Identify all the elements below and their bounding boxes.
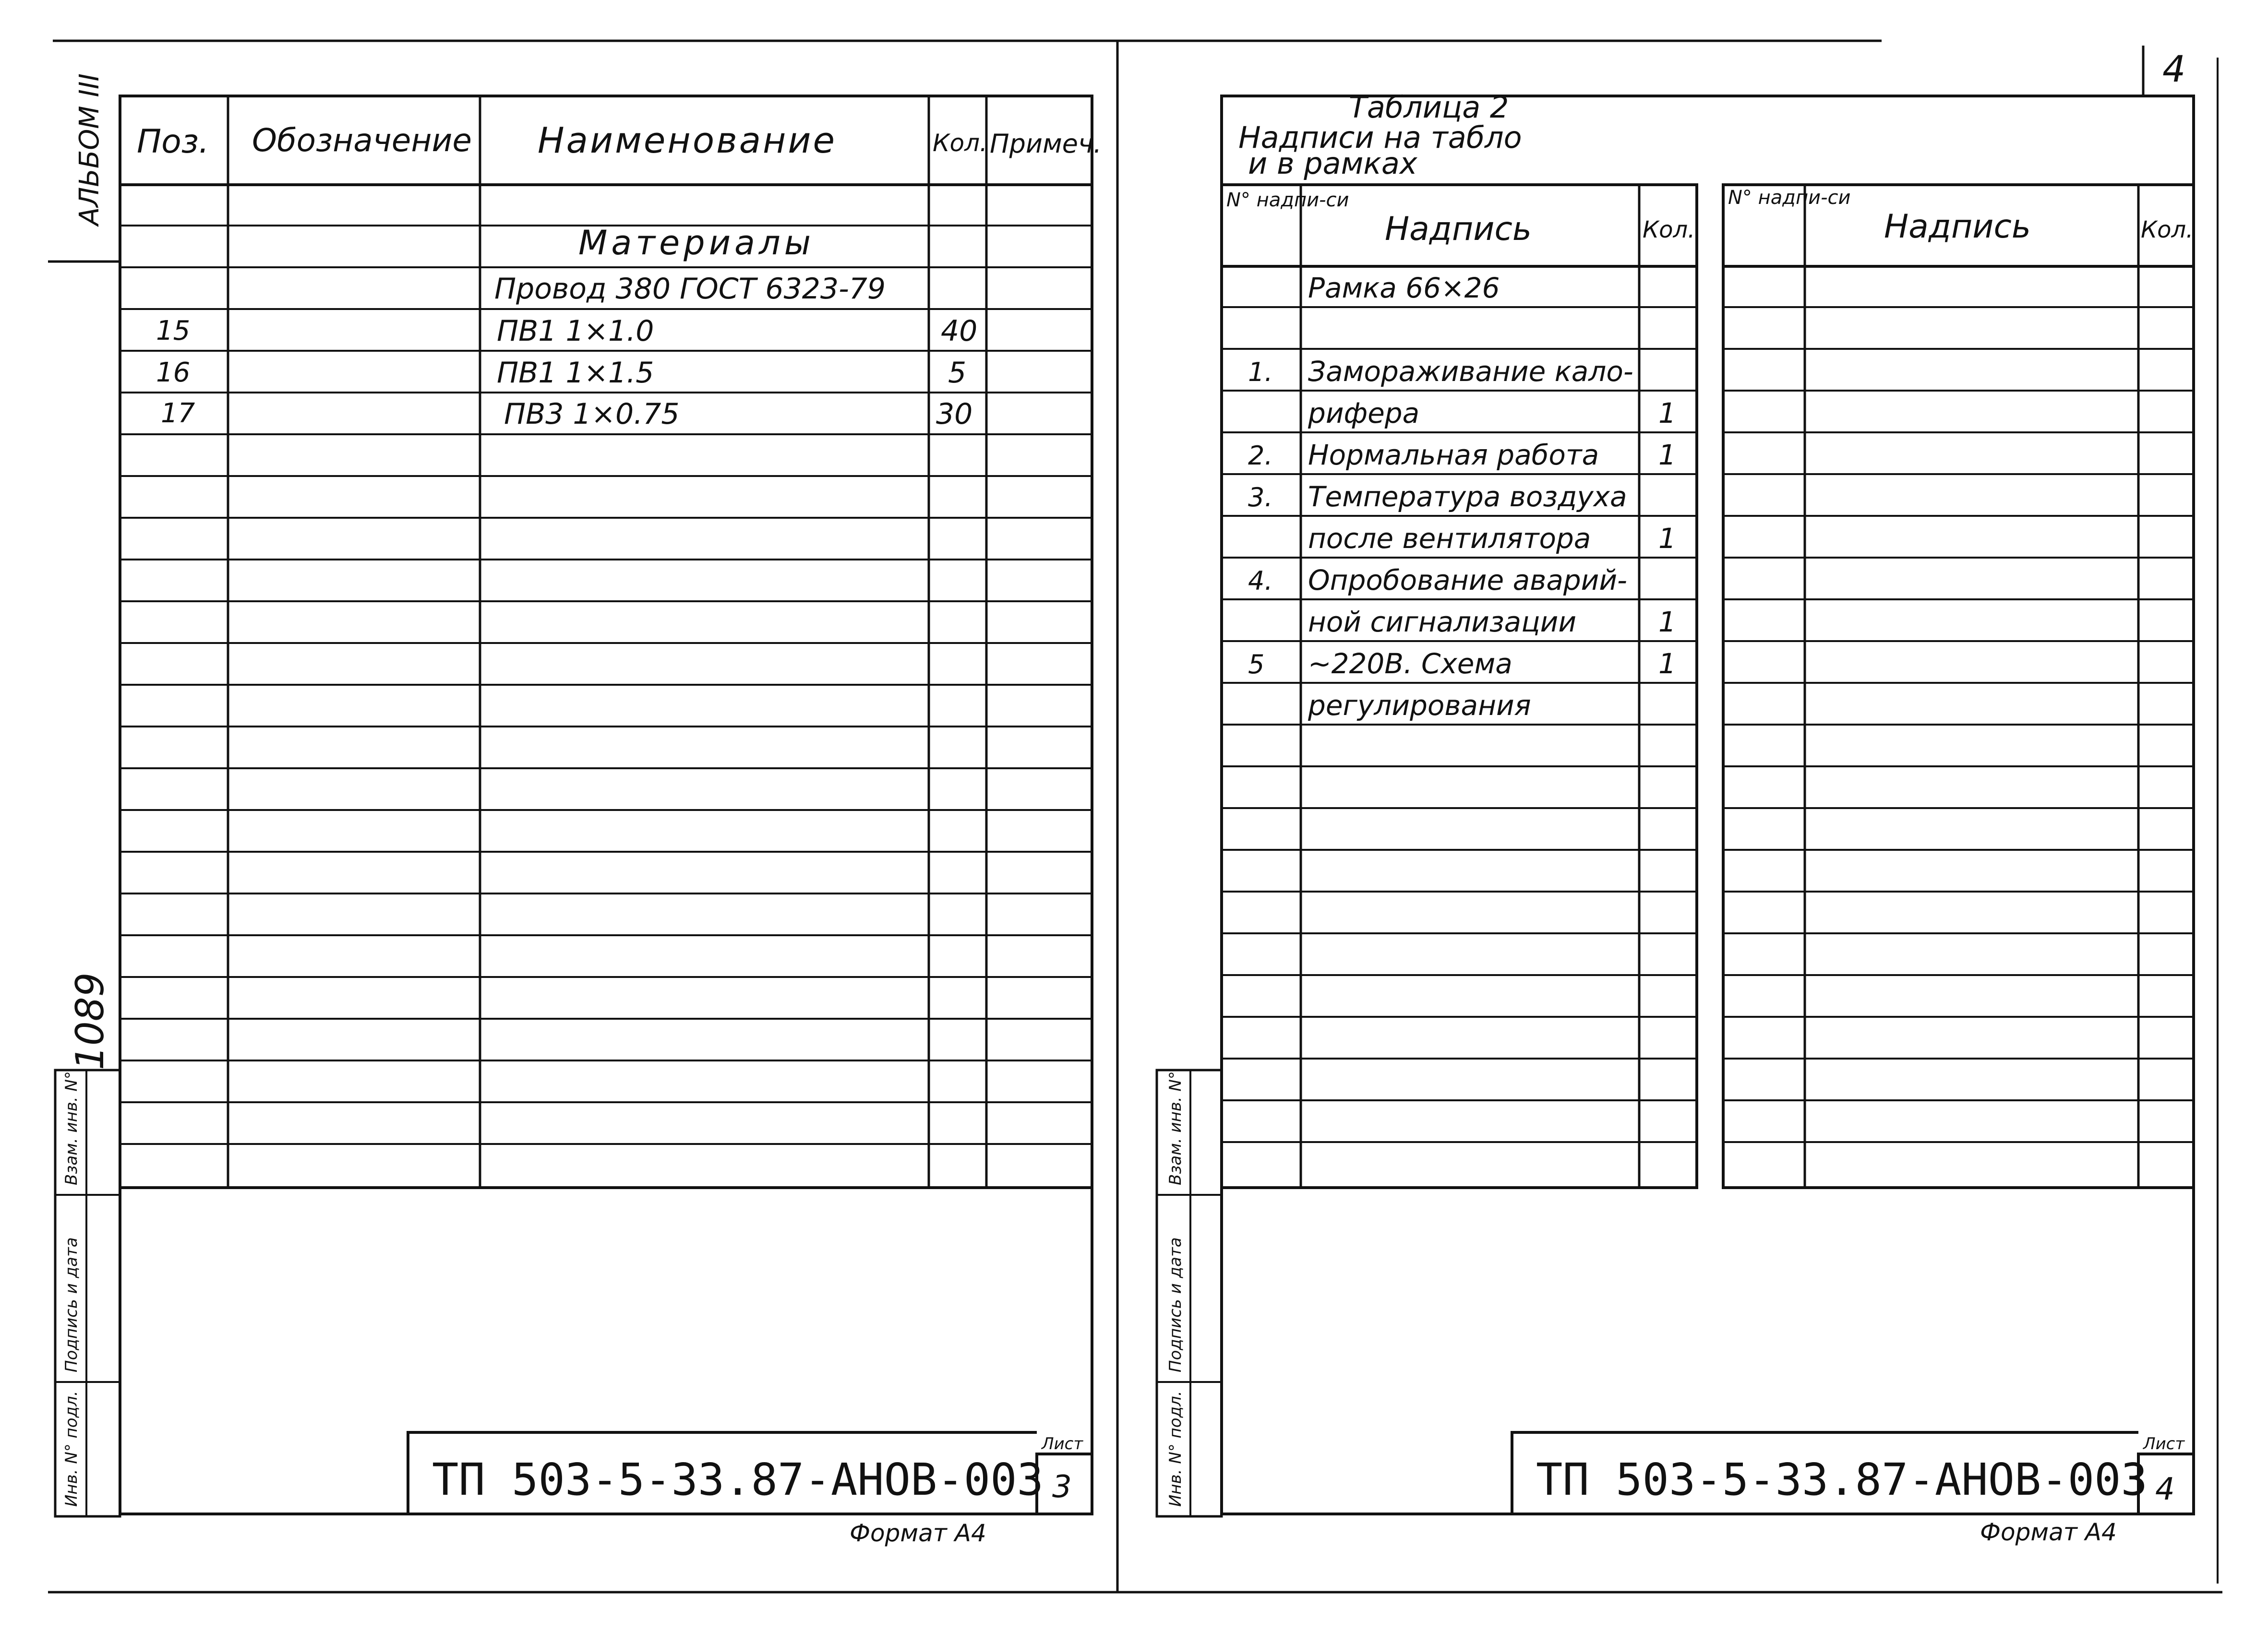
spec-row bbox=[156, 314, 977, 348]
header-note: Примеч. bbox=[990, 129, 1102, 159]
row-qty: 1 bbox=[1658, 439, 1676, 471]
header-qty: Кол. bbox=[1643, 216, 1695, 243]
left-sheet bbox=[48, 73, 1102, 1547]
row-text: ной сигнализации bbox=[1308, 606, 1577, 638]
header-qty: Кол. bbox=[933, 129, 987, 157]
table-a-cells bbox=[1248, 272, 1676, 722]
doc-code: ТП 503-5-33.87-АНОВ-003 bbox=[1536, 1454, 2148, 1505]
stamp-vzam-label: Взам. инв. N° bbox=[1166, 1071, 1185, 1185]
page-corner-number: 4 bbox=[2162, 48, 2186, 90]
inscription-row bbox=[1248, 564, 1627, 596]
row-pos: 16 bbox=[156, 357, 191, 388]
table-subtitle-1: Надписи на табло bbox=[1238, 120, 1522, 155]
format-label: Формат А4 bbox=[850, 1519, 986, 1547]
right-sheet bbox=[1157, 46, 2194, 1546]
inscription-row bbox=[1308, 397, 1676, 429]
header-qty: Кол. bbox=[2141, 216, 2194, 243]
spec-row bbox=[156, 356, 966, 390]
table-b-row-lines bbox=[1723, 307, 2194, 1142]
album-number: 1089 bbox=[68, 972, 112, 1070]
stamp-sign-label: Подпись и дата bbox=[1166, 1237, 1185, 1372]
header-pos: Поз. bbox=[137, 123, 209, 161]
row-number: 3. bbox=[1248, 482, 1273, 512]
row-number: 5 bbox=[1248, 649, 1265, 679]
row-pos: 15 bbox=[156, 315, 191, 346]
stamp-inv-label: Инв. N° подл. bbox=[62, 1391, 81, 1507]
sheet-label: Лист bbox=[1042, 1434, 1083, 1453]
header-name: Наименование bbox=[538, 120, 837, 161]
inscription-row bbox=[1308, 272, 1500, 304]
inscriptions-table-b bbox=[1723, 185, 2194, 1188]
right-frame bbox=[1222, 96, 2194, 1514]
group-title: Провод 380 ГОСТ 6323-79 bbox=[494, 272, 886, 306]
stamp-inv-label: Инв. N° подл. bbox=[1166, 1391, 1185, 1507]
row-qty: 1 bbox=[1658, 397, 1676, 429]
row-qty: 30 bbox=[936, 397, 973, 431]
inscription-row bbox=[1248, 439, 1676, 471]
row-text: Замораживание кало- bbox=[1308, 355, 1633, 388]
album-label: АЛЬБОМ III bbox=[74, 73, 105, 226]
row-name: ПВ3 1×0.75 bbox=[504, 397, 680, 431]
row-text: ~220В. Схема bbox=[1308, 647, 1512, 680]
row-qty: 5 bbox=[948, 356, 967, 390]
title-block-left bbox=[408, 1432, 1092, 1547]
page-border bbox=[48, 41, 2222, 1593]
doc-code: ТП 503-5-33.87-АНОВ-003 bbox=[432, 1454, 1044, 1505]
inscription-row bbox=[1248, 647, 1676, 680]
header-inscription: Надпись bbox=[1385, 210, 1532, 248]
inscription-row bbox=[1308, 689, 1531, 722]
row-qty: 1 bbox=[1658, 647, 1676, 680]
stamp-sign-label: Подпись и дата bbox=[62, 1237, 81, 1372]
inscriptions-table-a bbox=[1222, 185, 1697, 1188]
inscription-row bbox=[1308, 606, 1676, 638]
stamp-vzam-label: Взам. инв. N° bbox=[62, 1071, 81, 1185]
title-block-right bbox=[1512, 1432, 2194, 1546]
row-qty: 1 bbox=[1658, 606, 1676, 638]
format-label: Формат А4 bbox=[1980, 1518, 2117, 1546]
side-stamp-right bbox=[1157, 1070, 1222, 1516]
inscription-row bbox=[1248, 480, 1627, 513]
row-text: рифера bbox=[1308, 397, 1420, 429]
spec-row bbox=[161, 397, 972, 431]
header-inscription: Надпись bbox=[1884, 208, 2031, 246]
sheet-label: Лист bbox=[2143, 1434, 2185, 1453]
row-text: регулирования bbox=[1308, 689, 1531, 722]
row-pos: 17 bbox=[161, 398, 195, 429]
sheet-number: 3 bbox=[1052, 1469, 1072, 1505]
inscription-row bbox=[1248, 355, 1633, 388]
section-title: Материалы bbox=[578, 223, 815, 262]
row-number: 4. bbox=[1248, 566, 1273, 596]
row-number: 1. bbox=[1248, 357, 1273, 387]
row-qty: 40 bbox=[941, 314, 978, 348]
sheet-number: 4 bbox=[2155, 1472, 2175, 1507]
table-title: Таблица 2 bbox=[1349, 90, 1509, 125]
row-text: Температура воздуха bbox=[1308, 480, 1627, 513]
row-text: Нормальная работа bbox=[1308, 439, 1599, 471]
row-text: после вентилятора bbox=[1308, 522, 1591, 555]
header-designation: Обозначение bbox=[252, 122, 472, 159]
header-no: N° надпи-си bbox=[1226, 189, 1349, 211]
table-subtitle-2: и в рамках bbox=[1248, 146, 1417, 181]
row-name: ПВ1 1×1.0 bbox=[497, 314, 654, 348]
row-name: ПВ1 1×1.5 bbox=[497, 356, 654, 390]
spec-table bbox=[120, 96, 1102, 1188]
side-stamp-left bbox=[55, 1070, 120, 1516]
row-qty: 1 bbox=[1658, 522, 1676, 555]
table-a-row-lines bbox=[1222, 307, 1697, 1142]
row-number: 2. bbox=[1248, 441, 1273, 471]
row-text: Рамка 66×26 bbox=[1308, 272, 1500, 304]
row-text: Опробование аварий- bbox=[1308, 564, 1627, 596]
inscription-row bbox=[1308, 522, 1676, 555]
header-no: N° надпи-си bbox=[1728, 187, 1851, 209]
